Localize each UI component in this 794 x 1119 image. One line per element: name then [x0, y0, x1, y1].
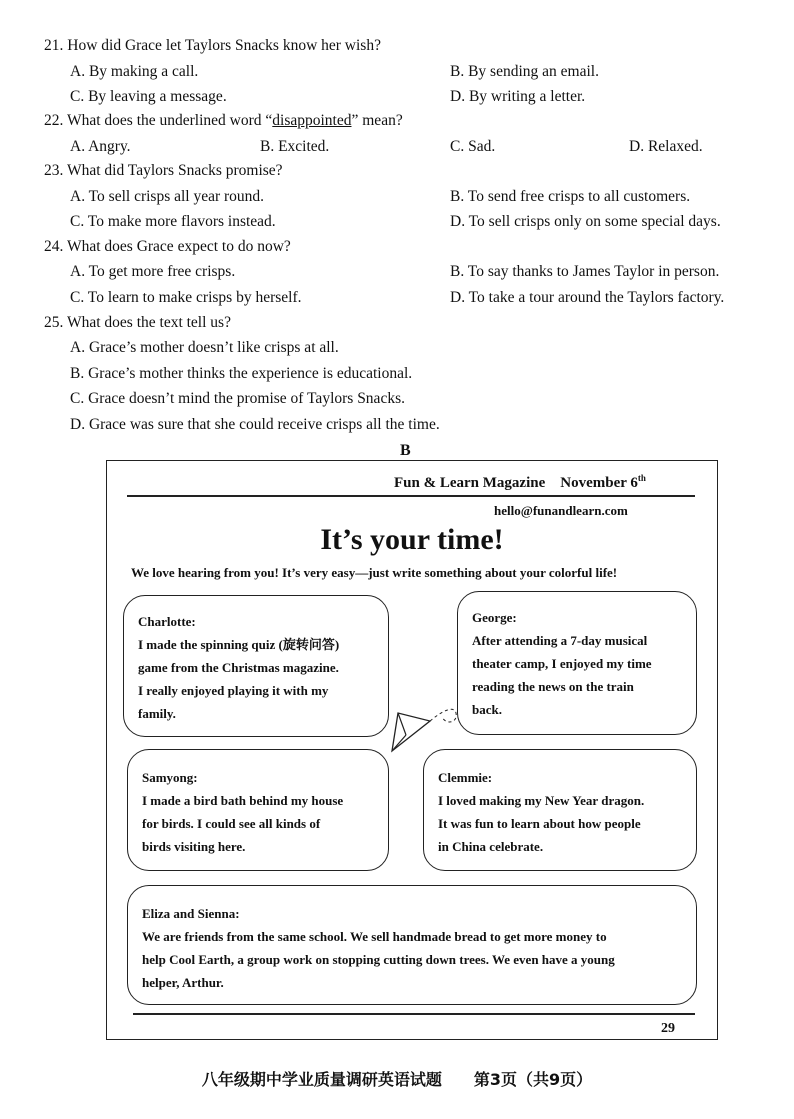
option-24b[interactable]: B. To say thanks to James Taylor in person. [450, 263, 720, 280]
magazine-page-number: 29 [661, 1021, 675, 1036]
magazine-date: November 6 [560, 475, 638, 491]
post-author: Eliza and Sienna: [142, 906, 240, 921]
post-line: After attending a 7-day musical [472, 633, 648, 648]
option-21c[interactable]: C. By leaving a message. [70, 88, 227, 105]
post-samyong [127, 749, 389, 871]
post-line: helper, Arthur. [142, 975, 224, 990]
option-23c[interactable]: C. To make more flavors instead. [70, 213, 276, 230]
option-21d[interactable]: D. By writing a letter. [450, 88, 586, 105]
header-divider [127, 495, 695, 497]
option-22d[interactable]: D. Relaxed. [629, 138, 703, 155]
option-23a[interactable]: A. To sell crisps all year round. [70, 188, 265, 205]
post-eliza-sienna [127, 885, 697, 1005]
post-line: back. [472, 702, 502, 717]
post-line: I really enjoyed playing it with my [138, 683, 329, 698]
question-25: 25. What does the text tell us? [44, 314, 231, 331]
option-25c[interactable]: C. Grace doesn’t mind the promise of Taylors Snacks. [70, 390, 405, 407]
option-23b[interactable]: B. To send free crisps to all customers. [450, 188, 691, 205]
option-21b[interactable]: B. By sending an email. [450, 63, 599, 80]
magazine-name: Fun & Learn Magazine [394, 475, 546, 491]
post-line: theater camp, I enjoyed my time [472, 656, 652, 671]
post-line: I made a bird bath behind my house [142, 793, 344, 808]
option-25d[interactable]: D. Grace was sure that she could receive crisps all the time. [70, 416, 440, 433]
post-line: reading the news on the train [472, 679, 634, 694]
post-author: Clemmie: [438, 770, 493, 785]
post-line: I loved making my New Year dragon. [438, 793, 645, 808]
question-23: 23. What did Taylors Snacks promise? [44, 162, 283, 179]
question-21: 21. How did Grace let Taylors Snacks know her wish? [44, 37, 381, 54]
question-22-pre: 22. What does the underlined word “ [44, 112, 273, 129]
paper-plane-icon [390, 699, 460, 755]
post-line: in China celebrate. [438, 839, 544, 854]
magazine-panel [106, 460, 718, 1040]
footer-divider [133, 1013, 695, 1015]
option-21a[interactable]: A. By making a call. [70, 63, 199, 80]
magazine-header [394, 473, 646, 492]
question-24: 24. What does Grace expect to do now? [44, 238, 291, 255]
section-label: B [400, 442, 411, 459]
post-line: It was fun to learn about how people [438, 816, 641, 831]
post-line: family. [138, 706, 176, 721]
post-clemmie [423, 749, 697, 871]
option-24c[interactable]: C. To learn to make crisps by herself. [70, 289, 302, 306]
magazine-title: It’s your time! [320, 523, 504, 556]
option-22c[interactable]: C. Sad. [450, 138, 496, 155]
post-line: birds visiting here. [142, 839, 246, 854]
post-george [457, 591, 697, 735]
post-author: Charlotte: [138, 614, 196, 629]
question-22-post: ” mean? [351, 112, 403, 129]
magazine-email[interactable]: hello@funandlearn.com [494, 503, 628, 518]
option-24a[interactable]: A. To get more free crisps. [70, 263, 236, 280]
post-line: We are friends from the same school. We sell handmade bread to get more money to [142, 929, 607, 944]
option-23d[interactable]: D. To sell crisps only on some special days. [450, 213, 721, 230]
magazine-subtitle: We love hearing from you! It’s very easy—just write something about your colorful life! [131, 565, 618, 580]
option-24d[interactable]: D. To take a tour around the Taylors factory. [450, 289, 725, 306]
post-line: help Cool Earth, a group work on stopping cutting down trees. We even have a young [142, 952, 615, 967]
post-line: for birds. I could see all kinds of [142, 816, 321, 831]
post-line: I made the spinning quiz (旋转问答) [138, 637, 340, 652]
post-charlotte [123, 595, 389, 737]
option-22b[interactable]: B. Excited. [260, 138, 330, 155]
post-author: George: [472, 610, 517, 625]
page-footer: 八年级期中学业质量调研英语试题 第3页（共9页） [201, 1070, 593, 1089]
underlined-word: disappointed [272, 112, 352, 129]
option-25a[interactable]: A. Grace’s mother doesn’t like crisps at all. [70, 339, 339, 356]
post-line: game from the Christmas magazine. [138, 660, 339, 675]
question-22 [44, 111, 403, 131]
option-25b[interactable]: B. Grace’s mother thinks the experience is educational. [70, 365, 413, 382]
post-author: Samyong: [142, 770, 198, 785]
option-22a[interactable]: A. Angry. [70, 138, 131, 155]
magazine-date-suffix: th [637, 473, 646, 483]
